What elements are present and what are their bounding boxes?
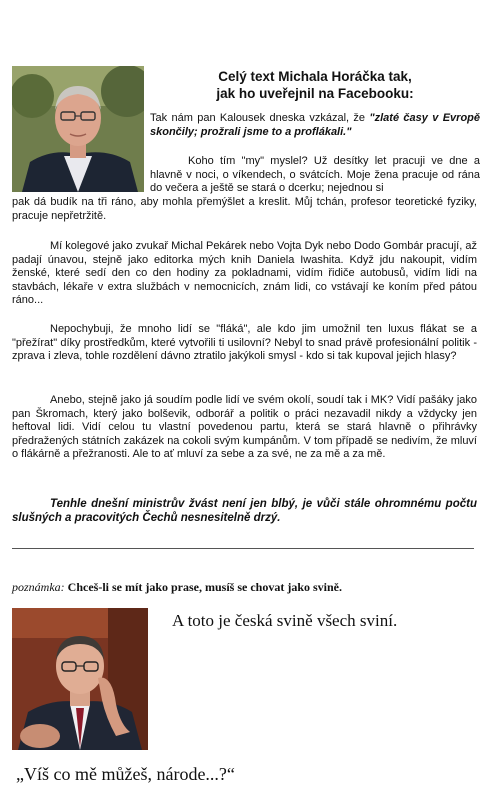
- paragraph-1-bottom: pak dá budík na tři ráno, aby mohla přemýšlet a kreslit. Můj tchán, profesor teoretické fyziky, pracuje nepřetržitě.: [12, 196, 477, 222]
- separator-line: [12, 548, 474, 549]
- note-line: [12, 580, 342, 595]
- title-line-2: jak ho uveřejnil na Facebooku:: [216, 86, 414, 101]
- paragraph-4-text: Anebo, stejně jako já soudím podle lidí ve svém okolí, soudí tak i MK? Vidí pašáky jako pan Škromach, který jako bolševik, odborář a politik o práci nezavadil nikdy a vždycky jen heftoval lidi. Vidí celou tu vlastní povedenou partu, která se stará hlavně o přihrávky předražených státních zakázek na cokoli svým kumpánům. V tom případě se nedivím, že mluví o flákárně a přežranosti. Ale to ať mluví za sebe a za své, ne za mě a za mě.: [12, 394, 477, 461]
- paragraph-3: [12, 323, 477, 364]
- intro-quote-paragraph: [150, 112, 480, 139]
- paragraph-3-text: Nepochybuji, že mnoho lidí se "fláká", ale kdo jim umožnil ten luxus flákat se a "přežírat" díky prostředkům, které vytvořili ti usilovní? Nebyl to snad právě profesionální politik - zprava i zleva, tohle rozdělení dávno ztratilo jakýkoli smysl - kdo si tak kupoval jejich hlasy?: [12, 323, 477, 363]
- article-title: [150, 68, 480, 102]
- note-text: Chceš-li se mít jako prase, musíš se chovat jako svině.: [64, 580, 342, 594]
- paragraph-1-top: [150, 155, 480, 196]
- paragraph-4: [12, 394, 477, 462]
- note-label: poznámka:: [12, 580, 65, 594]
- paragraph-1a-text: Koho tím "my" myslel? Už desítky let pracuji ve dne a hlavně v noci, o víkendech, o svátcích. Moje žena pracuje od rána do večera a ještě se stará o dcerku; nejednou si: [150, 155, 480, 195]
- quote-lead-text: Tak nám pan Kalousek dneska vzkázal, že: [150, 112, 370, 124]
- portrait-photo-horacek: [12, 66, 144, 192]
- quote-emphasis: "zlaté časy v Evropě skončily; prožrali jsme to a proflákali.": [150, 112, 481, 138]
- photo-caption-2: „Víš co mě můžeš, národe...?“: [16, 764, 235, 784]
- photo-caption-1: A toto je česká svině všech sviní.: [172, 611, 398, 630]
- title-line-1: Celý text Michala Horáčka tak,: [218, 69, 412, 84]
- portrait-photo-kalousek: [12, 608, 148, 750]
- paragraph-2: [12, 240, 477, 308]
- closing-statement-text: Tenhle dnešní ministrův žvást není jen blbý, je vůči stále ohromnému počtu slušných a pracovitých Čechů nesnesitelně drzý.: [12, 498, 477, 524]
- closing-statement: [12, 497, 477, 525]
- paragraph-2-text: Mí kolegové jako zvukař Michal Pekárek nebo Vojta Dyk nebo Dodo Gombár pracují, až padají únavou, stejně jako editorka mých knih Daniela Iwashita. Když jdu nakoupit, vidím ženské, které sedí den co den hodiny za pokladnami, vidím řidiče autobusů, vidím lidi na stavbách, lékaře v extra službách v nemocnicích, znám lidi, co vstávají ke koním před pátou ráno...: [12, 240, 477, 307]
